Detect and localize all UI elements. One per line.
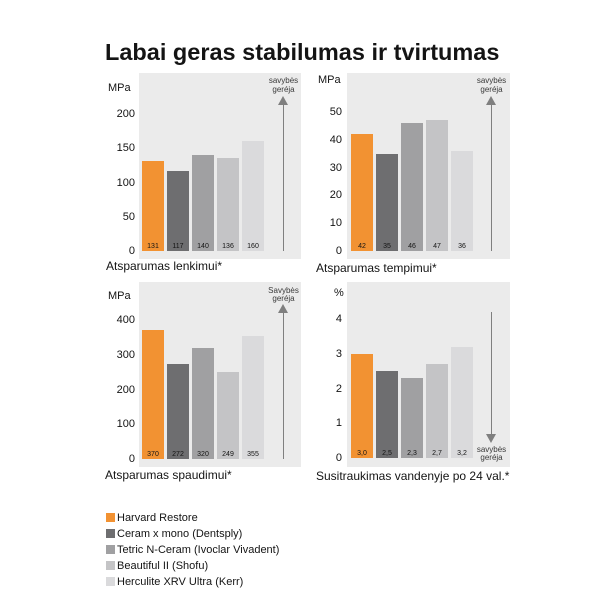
bar-value-label: 47 xyxy=(433,243,441,250)
bar-value-label: 136 xyxy=(222,243,234,250)
bar-value-label: 36 xyxy=(458,243,466,250)
legend-item xyxy=(106,576,406,588)
arrow-caption-line: geréja xyxy=(480,85,503,94)
bar-value-label: 46 xyxy=(408,243,416,250)
y-axis-label: MPa xyxy=(318,74,341,86)
ceram-x-mono-dentsply-bar xyxy=(167,364,189,459)
tetric-n-ceram-ivoclar-vivadent-bar xyxy=(192,348,214,459)
ceram-x-mono-dentsply-bar xyxy=(376,371,398,458)
compressive-strength-chart xyxy=(100,279,310,485)
bar-value-label: 272 xyxy=(172,451,184,458)
y-tick-label: 0 xyxy=(128,245,135,257)
bar-value-label: 2,3 xyxy=(407,450,417,457)
y-tick-label: 4 xyxy=(335,313,342,325)
bar-value-label: 140 xyxy=(197,243,209,250)
arrow-shaft xyxy=(491,105,492,251)
y-tick-label: 2 xyxy=(335,382,342,395)
beautiful-ii-shofu-bar xyxy=(217,158,239,251)
arrow-caption-line: savybės xyxy=(268,76,299,85)
beautiful-ii-shofu-bar xyxy=(426,120,448,251)
legend-label: Tetric N-Ceram (Ivoclar Vivadent) xyxy=(117,544,280,556)
arrow-up-icon xyxy=(486,96,497,251)
bar-value-label: 3,2 xyxy=(457,450,467,457)
y-tick-label: 0 xyxy=(335,245,342,257)
arrow-caption-line: geréja xyxy=(272,85,295,94)
arrow-shaft xyxy=(283,105,284,251)
y-tick-label: 200 xyxy=(116,108,135,120)
arrow-down-icon xyxy=(486,312,497,443)
bar-value-label: 160 xyxy=(247,243,259,250)
chart-caption: Atsparumas spaudimui* xyxy=(105,468,232,482)
legend-item xyxy=(106,512,406,524)
tetric-n-ceram-ivoclar-vivadent-bar xyxy=(192,155,214,251)
legend-item xyxy=(106,544,406,556)
bar-value-label: 42 xyxy=(358,243,366,250)
y-tick-label: 20 xyxy=(329,189,342,202)
y-tick-label: 0 xyxy=(335,452,342,464)
arrow-shaft xyxy=(491,312,492,434)
chart-caption: Atsparumas tempimui* xyxy=(316,261,437,275)
herculite-xrv-ultra-kerr-bar xyxy=(451,347,473,458)
bar-value-label: 370 xyxy=(147,451,159,458)
legend-swatch xyxy=(106,561,115,570)
water-shrinkage-chart xyxy=(310,279,525,485)
y-tick-label: 3 xyxy=(335,347,342,360)
legend-label: Herculite XRV Ultra (Kerr) xyxy=(117,576,244,588)
ceram-x-mono-dentsply-bar xyxy=(376,154,398,251)
bar-value-label: 131 xyxy=(147,243,159,250)
beautiful-ii-shofu-bar xyxy=(426,364,448,458)
tetric-n-ceram-ivoclar-vivadent-bar xyxy=(401,378,423,458)
y-tick-label: 100 xyxy=(116,418,135,431)
y-axis-label: MPa xyxy=(108,82,131,94)
page-title: Labai geras stabilumas ir tvirtumas xyxy=(105,39,500,65)
legend-swatch xyxy=(106,513,115,522)
legend-label: Beautiful II (Shofu) xyxy=(117,560,209,572)
arrow-up-icon xyxy=(278,304,289,459)
herculite-xrv-ultra-kerr-bar xyxy=(242,336,264,459)
arrow-caption-line: geréja xyxy=(272,294,295,303)
chart-caption: Atsparumas lenkimui* xyxy=(106,259,223,273)
y-tick-label: 200 xyxy=(116,383,135,396)
legend-swatch xyxy=(106,577,115,586)
arrow-caption-line: Savybės xyxy=(268,286,299,295)
legend-item xyxy=(106,560,406,572)
arrow-up-icon xyxy=(278,96,289,251)
tetric-n-ceram-ivoclar-vivadent-bar xyxy=(401,123,423,251)
bar-value-label: 35 xyxy=(383,243,391,250)
harvard-restore-bar xyxy=(142,330,164,459)
tensile-strength-chart xyxy=(310,70,520,276)
ceram-x-mono-dentsply-bar xyxy=(167,171,189,251)
bar-value-label: 3,0 xyxy=(357,450,367,457)
y-axis-label: % xyxy=(334,287,344,299)
y-tick-label: 10 xyxy=(329,217,342,230)
harvard-restore-bar xyxy=(142,161,164,251)
harvard-restore-bar xyxy=(351,354,373,458)
legend-swatch xyxy=(106,529,115,538)
herculite-xrv-ultra-kerr-bar xyxy=(451,151,473,251)
arrow-head xyxy=(278,304,288,313)
arrow-head xyxy=(486,96,496,105)
arrow-shaft xyxy=(283,313,284,459)
chart-caption: Susitraukimas vandenyje po 24 val.* xyxy=(316,469,510,483)
harvard-restore-bar xyxy=(351,134,373,251)
legend-label: Ceram x mono (Dentsply) xyxy=(117,528,243,540)
arrow-caption-line: geréja xyxy=(480,453,503,462)
y-tick-label: 1 xyxy=(335,417,342,430)
bar-value-label: 249 xyxy=(222,451,234,458)
y-tick-label: 40 xyxy=(329,133,342,146)
y-tick-label: 300 xyxy=(116,348,135,361)
bar-value-label: 2,7 xyxy=(432,450,442,457)
arrow-caption-line: savybės xyxy=(476,76,507,85)
y-tick-label: 30 xyxy=(329,161,342,174)
bar-value-label: 320 xyxy=(197,451,209,458)
y-tick-label: 400 xyxy=(116,314,135,326)
bar-value-label: 355 xyxy=(247,451,259,458)
y-tick-label: 100 xyxy=(116,176,135,189)
legend xyxy=(106,512,406,592)
arrow-caption-line: savybės xyxy=(476,445,507,454)
flexural-strength-chart xyxy=(100,70,310,276)
y-tick-label: 50 xyxy=(122,210,135,223)
arrow-head xyxy=(278,96,288,105)
y-tick-label: 0 xyxy=(128,453,135,465)
y-tick-label: 150 xyxy=(116,142,135,155)
beautiful-ii-shofu-bar xyxy=(217,372,239,459)
legend-label: Harvard Restore xyxy=(117,512,198,524)
bar-value-label: 117 xyxy=(172,243,184,250)
herculite-xrv-ultra-kerr-bar xyxy=(242,141,264,251)
bar-value-label: 2,5 xyxy=(382,450,392,457)
arrow-head xyxy=(486,434,496,443)
y-tick-label: 50 xyxy=(329,106,342,118)
y-axis-label: MPa xyxy=(108,290,131,302)
legend-item xyxy=(106,528,406,540)
legend-swatch xyxy=(106,545,115,554)
